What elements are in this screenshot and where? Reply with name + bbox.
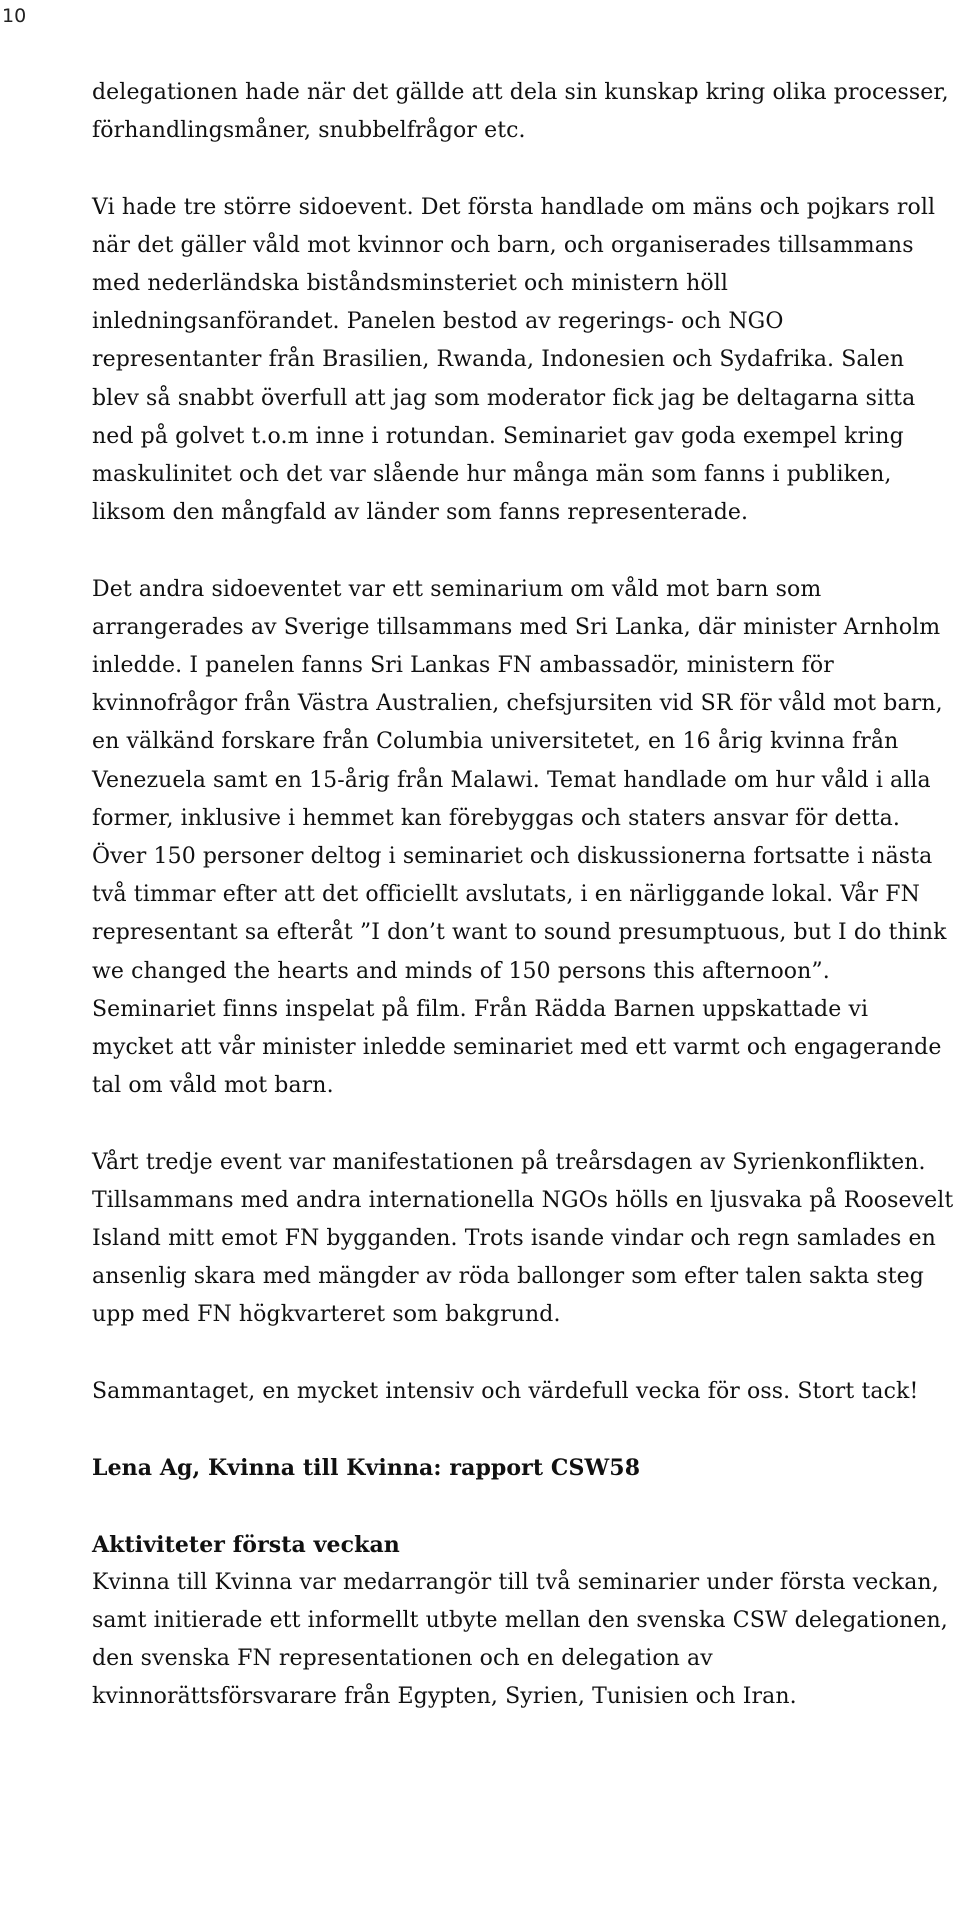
paragraph-activities: Kvinna till Kvinna var medarrangör till två seminarier under första veckan, samt initierade ett informellt utbyte mellan den svenska CSW delegationen, den svenska FN representationen och en delegation av kvinnorättsförsvarare från Egypten, Syrien, Tunisien och Iran.: [92, 1569, 948, 1710]
paragraph-first-side-event: Vi hade tre större sidoevent. Det första handlade om mäns och pojkars roll när det gäller våld mot kvinnor och barn, och organiserades tillsammans med nederländska biståndsminsteriet och ministern höll inledningsanförandet. Panelen bestod av regerings- och NGO representanter från Brasilien, Rwanda, Indonesien och Sydafrika. Salen blev så snabbt överfull att jag som moderator fick jag be deltagarna sitta ned på golvet t.o.m inne i rotundan. Seminariet gav goda exempel kring maskulinitet och det var slående hur många män som fanns i publiken, liksom den mångfald av länder som fanns representerade.: [92, 194, 936, 526]
paragraph-summary: Sammantaget, en mycket intensiv och värdefull vecka för oss. Stort tack!: [92, 1378, 919, 1404]
paragraph-delegation: delegationen hade när det gällde att dela sin kunskap kring olika processer, förhandlingsmåner, snubbelfrågor etc.: [92, 80, 949, 144]
report-heading: Lena Ag, Kvinna till Kvinna: rapport CSW58: [92, 1455, 641, 1482]
section-heading: Aktiviteter första veckan: [92, 1531, 400, 1558]
paragraph-second-side-event: Det andra sidoeventet var ett seminarium om våld mot barn som arrangerades av Sverige tillsammans med Sri Lanka, där minister Arnholm inledde. I panelen fanns Sri Lankas FN ambassadör, ministern för kvinnofrågor från Västra Australien, chefsjursiten vid SR för våld mot barn, en välkänd forskare från Columbia universitetet, en 16 årig kvinna från Venezuela samt en 15-årig från Malawi. Temat handlade om hur våld i alla former, inklusive i hemmet kan förebyggas och staters ansvar för detta. Över 150 personer deltog i seminariet och diskussionerna fortsatte i nästa två timmar efter att det officiellt avslutats, i en närliggande lokal. Vår FN representant sa efteråt ”I don’t want to sound presumptuous, but I do think we changed the hearts and minds of 150 persons this afternoon”. Seminariet finns inspelat på film. Från Rädda Barnen uppskattade vi mycket att vår minister inledde seminariet med ett varmt och engagerande tal om våld mot barn.: [92, 576, 947, 1099]
page-number: 10: [2, 5, 27, 27]
paragraph-third-event: Vårt tredje event var manifestationen på treårsdagen av Syrienkonflikten. Tillsammans med andra internationella NGOs hölls en ljusvaka på Roosevelt Island mitt emot FN bygganden. Trots isande vindar och regn samlades en ansenlig skara med mängder av röda ballonger som efter talen sakta steg upp med FN högkvarteret som bakgrund.: [92, 1149, 954, 1328]
document-body: [92, 74, 956, 1717]
